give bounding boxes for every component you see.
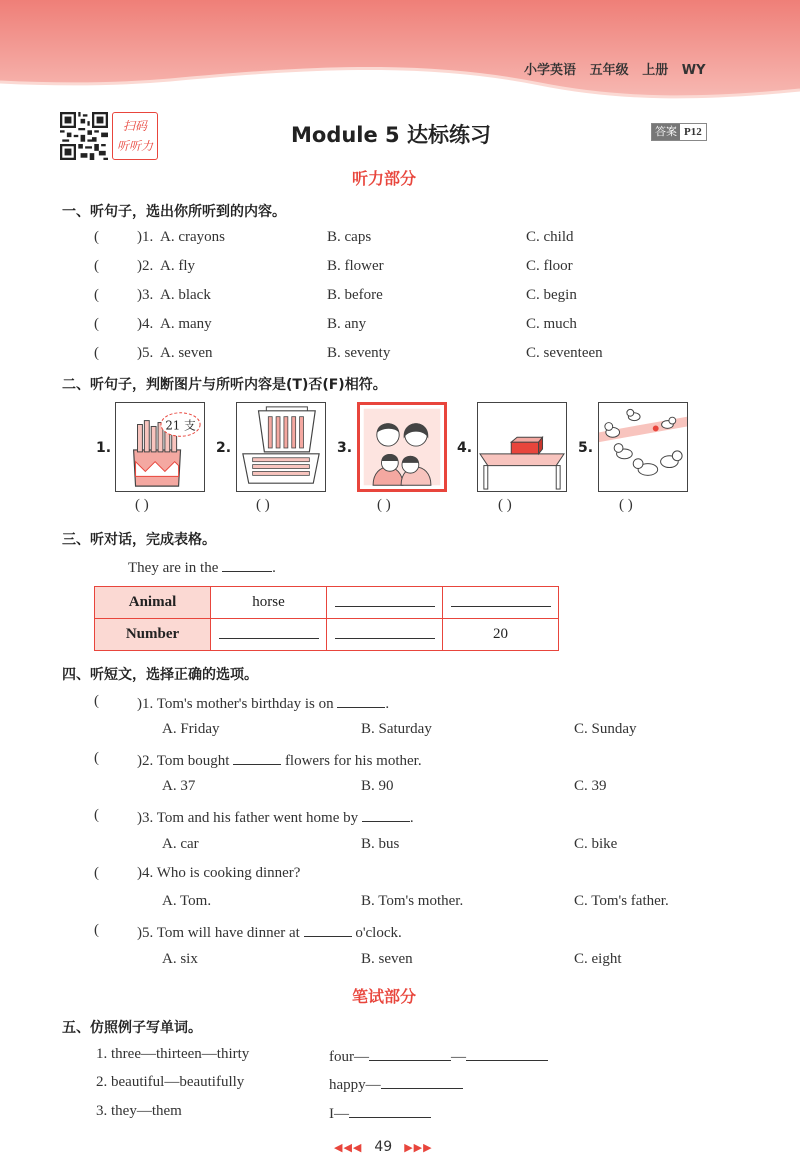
right-arrows-icon: ▶▶▶ [404,1142,433,1154]
option-c: C. 39 [574,778,607,794]
answer-blank[interactable] [304,922,352,937]
crayon-count-bubble: 21 支 [165,418,196,433]
table-cell-blank[interactable] [327,587,443,619]
answer-paren[interactable]: ( [94,807,99,823]
crayons-picture [115,402,205,492]
answer-paren[interactable]: ( [94,750,99,766]
answer-paren[interactable]: ( [94,316,99,332]
question-text: )2. Tom bought flowers for his mother. [137,750,422,770]
option-b: B. Tom's mother. [361,893,464,909]
answer-paren-5[interactable]: ( ) [619,497,633,513]
answer-paren-3[interactable]: ( ) [377,497,391,513]
answer-blank[interactable] [381,1074,463,1089]
picture-label-4: 4. [457,440,473,456]
animal-table [94,586,559,651]
answer-blank[interactable] [222,557,272,572]
option-a: A. Friday [162,721,220,737]
option-b: B. seventy [327,345,391,361]
page-footer [334,1138,433,1156]
answer-label: 答案 [652,124,680,140]
option-c: C. eight [574,951,622,967]
answer-paren-2[interactable]: ( ) [256,497,270,513]
cats-picture [598,402,688,492]
option-c: C. floor [526,258,573,274]
answer-paren[interactable]: ( [94,345,99,361]
stamp-line-1: 扫码 [122,119,147,133]
table-cell: 20 [443,619,559,651]
option-c: C. seventeen [526,345,603,361]
option-b: B. any [327,316,367,332]
option-a: A. Tom. [162,893,212,909]
page-number: 49 [374,1139,393,1155]
table-row [95,587,559,619]
example-text: 1. three—thirteen—thirty [96,1046,250,1062]
item-number: )4. [137,316,154,332]
picture-label-1: 1. [96,440,112,456]
option-c: C. much [526,316,577,332]
option-b: B. before [327,287,383,303]
qr-code-icon[interactable] [60,112,108,160]
table-cell-blank[interactable] [443,587,559,619]
answer-paren[interactable]: ( [94,287,99,303]
option-b: B. seven [361,951,413,967]
answer-blank[interactable] [466,1046,548,1061]
picture-label-3: 3. [337,440,353,456]
option-c: C. begin [526,287,577,303]
answer-line: four— — [329,1046,548,1066]
option-b: B. flower [327,258,384,274]
example-text: 3. they—them [96,1103,182,1119]
option-b: B. bus [361,836,400,852]
option-a: A. crayons [160,229,225,245]
example-text: 2. beautiful—beautifully [96,1074,245,1090]
part5-heading: 五、仿照例子写单词。 [62,1020,202,1036]
question-text: )1. Tom's mother's birthday is on . [137,693,389,713]
question-text: )3. Tom and his father went home by . [137,807,414,827]
option-c: C. child [526,229,574,245]
answer-blank[interactable] [337,693,385,708]
crayon-box-picture [236,402,326,492]
part4-heading: 四、听短文，选择正确的选项。 [62,667,258,683]
option-b: B. Saturday [361,721,432,737]
answer-reference [651,123,707,141]
option-a: A. black [160,287,211,303]
option-a: A. many [160,316,212,332]
answer-blank[interactable] [369,1046,451,1061]
answer-blank[interactable] [233,750,281,765]
answer-paren[interactable]: ( [94,922,99,938]
answer-line: I— [329,1103,431,1123]
question-text: )4. Who is cooking dinner? [137,865,301,881]
family-photo-picture [357,402,447,492]
answer-paren-4[interactable]: ( ) [498,497,512,513]
option-b: B. caps [327,229,372,245]
option-c: C. Tom's father. [574,893,669,909]
header-subject: 小学英语 [524,63,577,78]
picture-label-2: 2. [216,440,232,456]
option-a: A. fly [160,258,195,274]
part2-heading: 二、听句子，判断图片与所听内容是(T)否(F)相符。 [62,377,387,393]
item-number: )2. [137,258,154,274]
answer-paren[interactable]: ( [94,229,99,245]
item-number: )3. [137,287,154,303]
option-c: C. bike [574,836,618,852]
row-header-number: Number [95,619,211,651]
header-edition: WY [681,63,706,78]
table-row [95,619,559,651]
answer-line: happy— [329,1074,463,1094]
left-arrows-icon: ◀◀◀ [334,1142,363,1154]
option-a: A. seven [160,345,213,361]
row-header-animal: Animal [95,587,211,619]
header-grade: 五年级 [589,63,629,78]
answer-page: P12 [680,124,706,140]
answer-blank[interactable] [349,1103,431,1118]
item-number: )1. [137,229,154,245]
answer-paren[interactable]: ( [94,693,99,709]
header-info [524,59,706,78]
table-box-picture [477,402,567,492]
scan-listen-stamp [112,112,158,160]
header-band [0,0,800,110]
picture-label-5: 5. [578,440,594,456]
table-cell: horse [211,587,327,619]
option-a: A. car [162,836,199,852]
table-cell-blank[interactable] [211,619,327,651]
option-a: A. six [162,951,198,967]
listening-section-title: 听力部分 [352,169,417,188]
answer-paren[interactable]: ( [94,258,99,274]
header-volume: 上册 [642,63,669,78]
part3-sentence: They are in the . [128,557,276,577]
question-text: )5. Tom will have dinner at o'clock. [137,922,402,942]
page-title: Module 5 达标练习 [291,123,491,147]
stamp-line-2: 听听力 [116,139,153,153]
option-b: B. 90 [361,778,394,794]
answer-blank[interactable] [362,807,410,822]
item-number: )5. [137,345,154,361]
answer-paren[interactable]: ( [94,865,99,881]
part1-heading: 一、听句子，选出你所听到的内容。 [62,204,286,220]
answer-paren-1[interactable]: ( ) [135,497,149,513]
writing-section-title: 笔试部分 [352,987,417,1006]
sentence-text: They are in the [128,560,219,576]
option-a: A. 37 [162,778,196,794]
table-cell-blank[interactable] [327,619,443,651]
part3-heading: 三、听对话，完成表格。 [62,532,216,548]
option-c: C. Sunday [574,721,637,737]
